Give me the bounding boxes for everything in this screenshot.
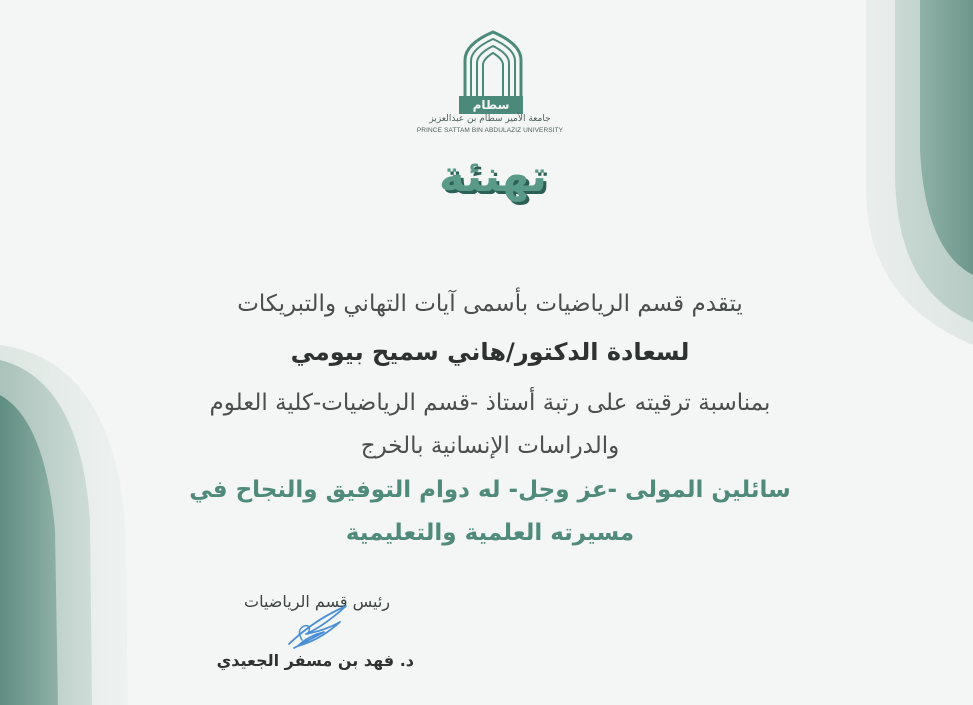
handwritten-signature-icon bbox=[284, 600, 354, 652]
occasion-line-2: والدراسات الإنسانية بالخرج bbox=[360, 433, 620, 459]
signatory-name: د. فهد بن مسفر الجعيدي bbox=[216, 651, 414, 670]
signatory-title: رئيس قسم الرياضيات bbox=[244, 592, 390, 611]
occasion-line-1: بمناسبة ترقيته على رتبة أستاذ -قسم الرياضيات-كلية العلوم bbox=[209, 390, 771, 416]
university-name-english: PRINCE SATTAM BIN ABDULAZIZ UNIVERSITY bbox=[416, 127, 564, 134]
university-name-arabic: جامعة الأمير سطام بن عبدالعزيز bbox=[429, 114, 551, 124]
wish-line-2: مسيرته العلمية والتعليمية bbox=[345, 520, 635, 546]
intro-text: يتقدم قسم الرياضيات بأسمى آيات التهاني والتبريكات bbox=[237, 291, 743, 317]
university-logo-wordmark: سطام bbox=[459, 96, 523, 114]
congratulations-badge: تهنئة bbox=[438, 151, 548, 202]
wish-line-1: سائلين المولى -عز وجل- له دوام التوفيق والنجاح في bbox=[189, 477, 791, 503]
recipient-name: لسعادة الدكتور/هاني سميح بيومي bbox=[290, 338, 690, 366]
